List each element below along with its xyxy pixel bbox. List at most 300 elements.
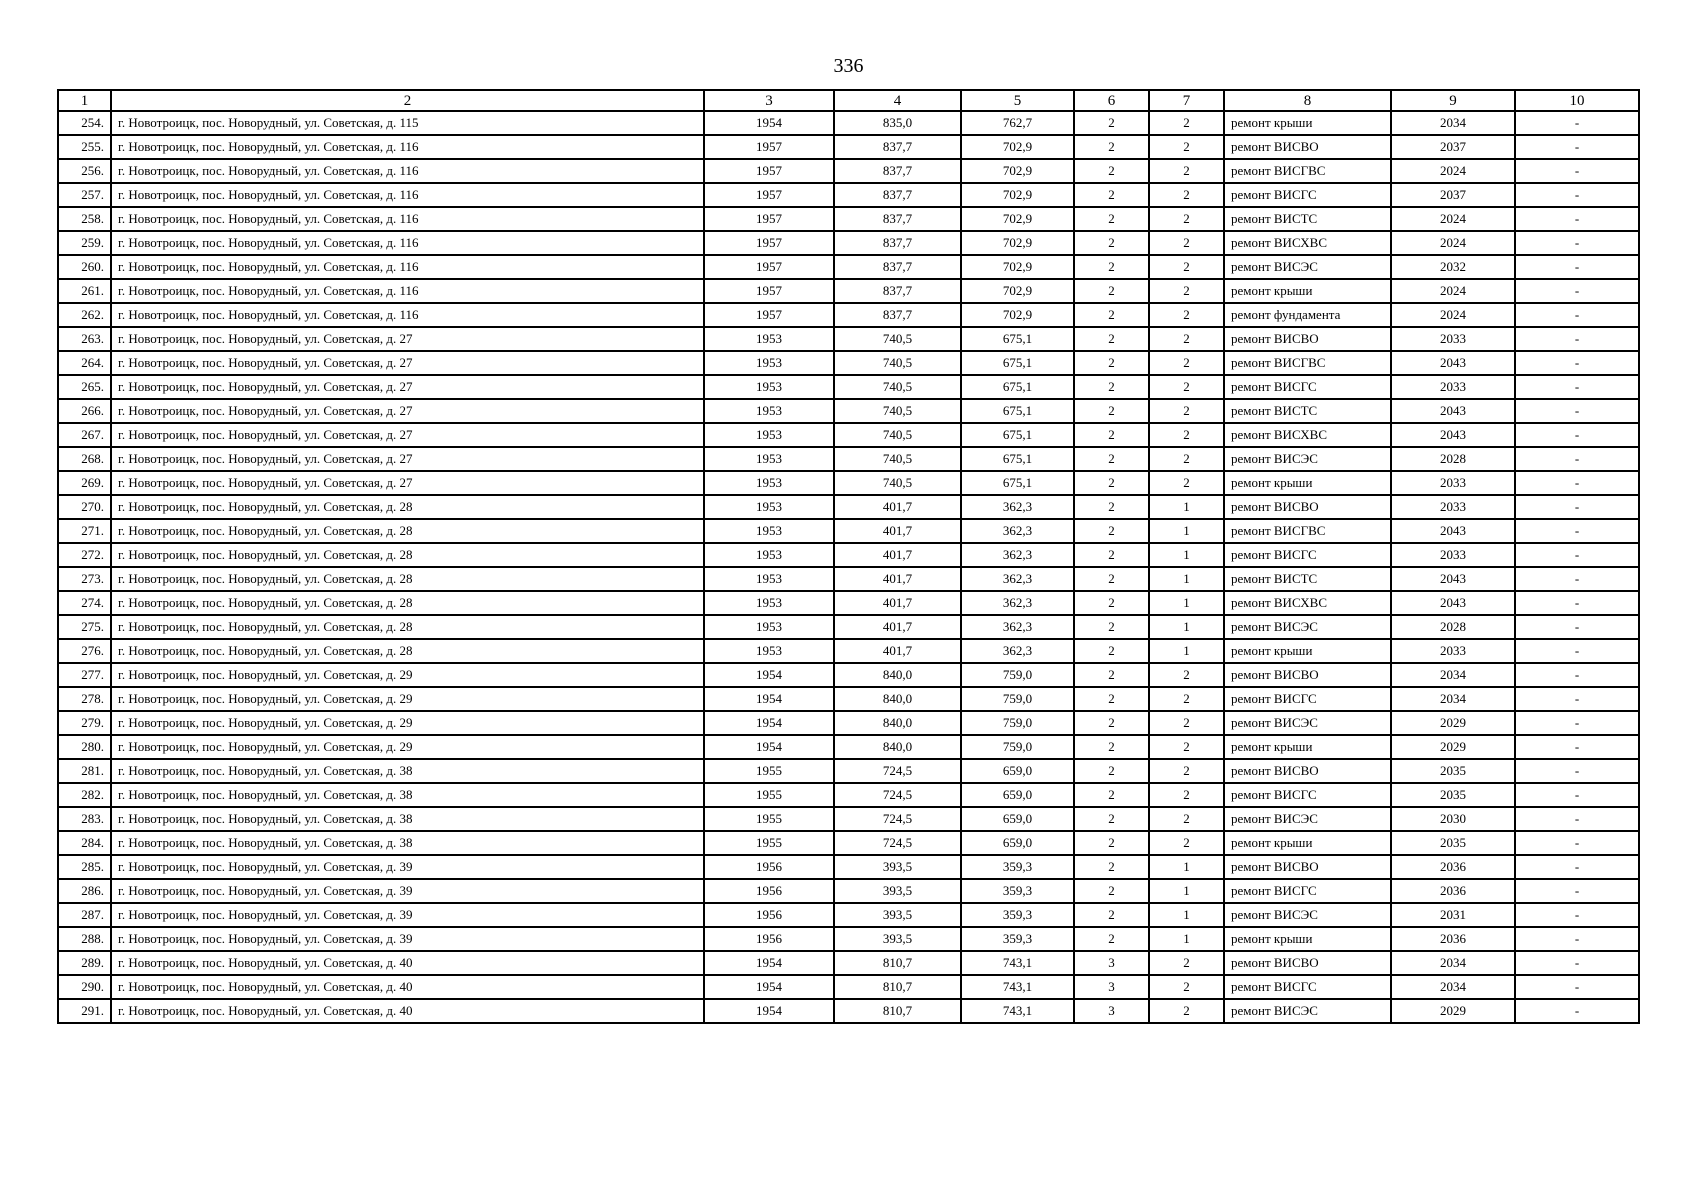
cell-entrances: 2 — [1149, 423, 1224, 447]
cell-planned-year: 2033 — [1391, 471, 1515, 495]
cell-planned-year: 2035 — [1391, 831, 1515, 855]
cell-entrances: 2 — [1149, 231, 1224, 255]
cell-living-area: 743,1 — [961, 999, 1074, 1023]
cell-year-built: 1957 — [704, 207, 834, 231]
table-row — [58, 975, 1639, 999]
cell-living-area: 702,9 — [961, 183, 1074, 207]
cell-year-built: 1953 — [704, 591, 834, 615]
cell-living-area: 359,3 — [961, 855, 1074, 879]
cell-planned-year: 2033 — [1391, 495, 1515, 519]
cell-floors: 2 — [1074, 711, 1149, 735]
cell-entrances: 2 — [1149, 375, 1224, 399]
cell-planned-year: 2043 — [1391, 519, 1515, 543]
cell-planned-year: 2034 — [1391, 111, 1515, 135]
cell-living-area: 362,3 — [961, 615, 1074, 639]
cell-year-built: 1953 — [704, 615, 834, 639]
cell-row-number: 289. — [58, 951, 111, 975]
cell-note: - — [1515, 303, 1639, 327]
cell-living-area: 675,1 — [961, 471, 1074, 495]
cell-note: - — [1515, 399, 1639, 423]
cell-entrances: 2 — [1149, 759, 1224, 783]
cell-row-number: 284. — [58, 831, 111, 855]
cell-row-number: 260. — [58, 255, 111, 279]
cell-address: г. Новотроицк, пос. Новорудный, ул. Советская, д. 28 — [111, 639, 704, 663]
cell-floors: 2 — [1074, 855, 1149, 879]
cell-total-area: 724,5 — [834, 783, 961, 807]
column-header-10: 10 — [1515, 90, 1639, 111]
cell-note: - — [1515, 687, 1639, 711]
cell-row-number: 264. — [58, 351, 111, 375]
cell-entrances: 1 — [1149, 519, 1224, 543]
cell-work-type: ремонт ВИСТС — [1224, 567, 1391, 591]
cell-total-area: 393,5 — [834, 927, 961, 951]
cell-row-number: 287. — [58, 903, 111, 927]
cell-entrances: 2 — [1149, 255, 1224, 279]
cell-living-area: 362,3 — [961, 543, 1074, 567]
cell-entrances: 2 — [1149, 999, 1224, 1023]
cell-note: - — [1515, 567, 1639, 591]
cell-note: - — [1515, 207, 1639, 231]
cell-address: г. Новотроицк, пос. Новорудный, ул. Советская, д. 27 — [111, 327, 704, 351]
table-row — [58, 303, 1639, 327]
cell-entrances: 2 — [1149, 663, 1224, 687]
cell-total-area: 401,7 — [834, 639, 961, 663]
cell-row-number: 265. — [58, 375, 111, 399]
cell-address: г. Новотроицк, пос. Новорудный, ул. Советская, д. 29 — [111, 687, 704, 711]
cell-work-type: ремонт крыши — [1224, 471, 1391, 495]
cell-living-area: 759,0 — [961, 711, 1074, 735]
table-row — [58, 759, 1639, 783]
column-header-8: 8 — [1224, 90, 1391, 111]
cell-total-area: 837,7 — [834, 303, 961, 327]
cell-row-number: 271. — [58, 519, 111, 543]
cell-year-built: 1957 — [704, 183, 834, 207]
cell-note: - — [1515, 711, 1639, 735]
cell-floors: 2 — [1074, 279, 1149, 303]
cell-total-area: 724,5 — [834, 831, 961, 855]
cell-planned-year: 2033 — [1391, 543, 1515, 567]
cell-living-area: 702,9 — [961, 135, 1074, 159]
cell-planned-year: 2024 — [1391, 303, 1515, 327]
cell-planned-year: 2037 — [1391, 135, 1515, 159]
cell-work-type: ремонт ВИСВО — [1224, 495, 1391, 519]
table-row — [58, 927, 1639, 951]
cell-note: - — [1515, 735, 1639, 759]
cell-floors: 2 — [1074, 687, 1149, 711]
cell-living-area: 675,1 — [961, 351, 1074, 375]
cell-entrances: 2 — [1149, 183, 1224, 207]
cell-note: - — [1515, 159, 1639, 183]
cell-address: г. Новотроицк, пос. Новорудный, ул. Советская, д. 29 — [111, 735, 704, 759]
table-row — [58, 495, 1639, 519]
cell-floors: 2 — [1074, 159, 1149, 183]
cell-address: г. Новотроицк, пос. Новорудный, ул. Советская, д. 39 — [111, 855, 704, 879]
table-row — [58, 879, 1639, 903]
table-row — [58, 903, 1639, 927]
cell-address: г. Новотроицк, пос. Новорудный, ул. Советская, д. 27 — [111, 375, 704, 399]
cell-planned-year: 2032 — [1391, 255, 1515, 279]
cell-floors: 3 — [1074, 999, 1149, 1023]
cell-note: - — [1515, 639, 1639, 663]
cell-floors: 2 — [1074, 447, 1149, 471]
cell-entrances: 1 — [1149, 615, 1224, 639]
cell-living-area: 659,0 — [961, 759, 1074, 783]
cell-work-type: ремонт ВИСВО — [1224, 135, 1391, 159]
cell-address: г. Новотроицк, пос. Новорудный, ул. Советская, д. 29 — [111, 711, 704, 735]
cell-total-area: 837,7 — [834, 183, 961, 207]
column-header-7: 7 — [1149, 90, 1224, 111]
cell-total-area: 401,7 — [834, 519, 961, 543]
table-row — [58, 999, 1639, 1023]
cell-entrances: 1 — [1149, 591, 1224, 615]
cell-living-area: 702,9 — [961, 207, 1074, 231]
cell-living-area: 362,3 — [961, 639, 1074, 663]
cell-address: г. Новотроицк, пос. Новорудный, ул. Советская, д. 27 — [111, 447, 704, 471]
table-row — [58, 567, 1639, 591]
cell-planned-year: 2043 — [1391, 423, 1515, 447]
cell-floors: 2 — [1074, 399, 1149, 423]
cell-entrances: 1 — [1149, 567, 1224, 591]
cell-address: г. Новотроицк, пос. Новорудный, ул. Советская, д. 40 — [111, 999, 704, 1023]
cell-living-area: 362,3 — [961, 567, 1074, 591]
cell-floors: 2 — [1074, 735, 1149, 759]
cell-planned-year: 2037 — [1391, 183, 1515, 207]
cell-note: - — [1515, 759, 1639, 783]
cell-year-built: 1953 — [704, 567, 834, 591]
column-header-2: 2 — [111, 90, 704, 111]
cell-row-number: 273. — [58, 567, 111, 591]
cell-living-area: 362,3 — [961, 591, 1074, 615]
cell-entrances: 1 — [1149, 879, 1224, 903]
cell-living-area: 675,1 — [961, 327, 1074, 351]
table-header — [58, 90, 1639, 111]
cell-address: г. Новотроицк, пос. Новорудный, ул. Советская, д. 28 — [111, 615, 704, 639]
cell-total-area: 837,7 — [834, 207, 961, 231]
cell-work-type: ремонт ВИСЭС — [1224, 807, 1391, 831]
cell-year-built: 1953 — [704, 351, 834, 375]
cell-row-number: 270. — [58, 495, 111, 519]
cell-entrances: 2 — [1149, 159, 1224, 183]
cell-floors: 2 — [1074, 183, 1149, 207]
cell-floors: 2 — [1074, 759, 1149, 783]
cell-year-built: 1957 — [704, 231, 834, 255]
cell-total-area: 740,5 — [834, 327, 961, 351]
cell-year-built: 1957 — [704, 135, 834, 159]
cell-note: - — [1515, 447, 1639, 471]
cell-row-number: 256. — [58, 159, 111, 183]
cell-note: - — [1515, 615, 1639, 639]
cell-entrances: 2 — [1149, 831, 1224, 855]
cell-row-number: 278. — [58, 687, 111, 711]
cell-row-number: 257. — [58, 183, 111, 207]
cell-year-built: 1956 — [704, 903, 834, 927]
cell-row-number: 281. — [58, 759, 111, 783]
cell-work-type: ремонт ВИСЭС — [1224, 255, 1391, 279]
table-row — [58, 207, 1639, 231]
cell-year-built: 1956 — [704, 927, 834, 951]
table-row — [58, 855, 1639, 879]
table-row — [58, 399, 1639, 423]
cell-address: г. Новотроицк, пос. Новорудный, ул. Советская, д. 27 — [111, 471, 704, 495]
cell-year-built: 1953 — [704, 375, 834, 399]
cell-planned-year: 2029 — [1391, 999, 1515, 1023]
cell-row-number: 285. — [58, 855, 111, 879]
cell-row-number: 267. — [58, 423, 111, 447]
cell-note: - — [1515, 543, 1639, 567]
cell-planned-year: 2024 — [1391, 207, 1515, 231]
cell-floors: 2 — [1074, 831, 1149, 855]
cell-work-type: ремонт ВИСХВС — [1224, 591, 1391, 615]
cell-row-number: 288. — [58, 927, 111, 951]
table-body — [58, 111, 1639, 1023]
cell-total-area: 740,5 — [834, 447, 961, 471]
cell-work-type: ремонт ВИСВО — [1224, 855, 1391, 879]
cell-work-type: ремонт ВИСВО — [1224, 951, 1391, 975]
cell-total-area: 840,0 — [834, 711, 961, 735]
cell-entrances: 2 — [1149, 135, 1224, 159]
cell-planned-year: 2033 — [1391, 639, 1515, 663]
cell-address: г. Новотроицк, пос. Новорудный, ул. Советская, д. 28 — [111, 591, 704, 615]
cell-work-type: ремонт ВИСЭС — [1224, 711, 1391, 735]
table-row — [58, 807, 1639, 831]
cell-address: г. Новотроицк, пос. Новорудный, ул. Советская, д. 116 — [111, 231, 704, 255]
cell-floors: 2 — [1074, 639, 1149, 663]
cell-planned-year: 2028 — [1391, 447, 1515, 471]
cell-note: - — [1515, 783, 1639, 807]
cell-work-type: ремонт ВИСЭС — [1224, 615, 1391, 639]
table-row — [58, 183, 1639, 207]
cell-living-area: 759,0 — [961, 735, 1074, 759]
cell-note: - — [1515, 663, 1639, 687]
cell-entrances: 2 — [1149, 399, 1224, 423]
cell-planned-year: 2043 — [1391, 591, 1515, 615]
cell-row-number: 262. — [58, 303, 111, 327]
cell-planned-year: 2024 — [1391, 231, 1515, 255]
table-row — [58, 159, 1639, 183]
cell-row-number: 263. — [58, 327, 111, 351]
cell-entrances: 2 — [1149, 735, 1224, 759]
column-header-5: 5 — [961, 90, 1074, 111]
cell-total-area: 837,7 — [834, 255, 961, 279]
table-row — [58, 231, 1639, 255]
cell-row-number: 269. — [58, 471, 111, 495]
cell-note: - — [1515, 351, 1639, 375]
cell-entrances: 2 — [1149, 279, 1224, 303]
cell-total-area: 810,7 — [834, 951, 961, 975]
cell-total-area: 393,5 — [834, 855, 961, 879]
cell-note: - — [1515, 519, 1639, 543]
cell-total-area: 837,7 — [834, 159, 961, 183]
cell-entrances: 2 — [1149, 975, 1224, 999]
cell-work-type: ремонт ВИСГВС — [1224, 519, 1391, 543]
cell-living-area: 702,9 — [961, 303, 1074, 327]
cell-living-area: 359,3 — [961, 927, 1074, 951]
cell-living-area: 743,1 — [961, 975, 1074, 999]
cell-note: - — [1515, 423, 1639, 447]
table-row — [58, 735, 1639, 759]
cell-work-type: ремонт крыши — [1224, 831, 1391, 855]
cell-planned-year: 2034 — [1391, 951, 1515, 975]
cell-year-built: 1957 — [704, 279, 834, 303]
table-row — [58, 423, 1639, 447]
cell-note: - — [1515, 375, 1639, 399]
table-row — [58, 663, 1639, 687]
cell-total-area: 740,5 — [834, 351, 961, 375]
cell-year-built: 1953 — [704, 399, 834, 423]
table-row — [58, 255, 1639, 279]
cell-address: г. Новотроицк, пос. Новорудный, ул. Советская, д. 116 — [111, 303, 704, 327]
cell-total-area: 810,7 — [834, 999, 961, 1023]
cell-address: г. Новотроицк, пос. Новорудный, ул. Советская, д. 116 — [111, 207, 704, 231]
cell-floors: 2 — [1074, 375, 1149, 399]
cell-planned-year: 2035 — [1391, 783, 1515, 807]
cell-year-built: 1953 — [704, 447, 834, 471]
repair-schedule-table — [57, 89, 1640, 1024]
cell-address: г. Новотроицк, пос. Новорудный, ул. Советская, д. 28 — [111, 567, 704, 591]
header-row — [58, 90, 1639, 111]
cell-year-built: 1954 — [704, 999, 834, 1023]
cell-floors: 2 — [1074, 255, 1149, 279]
cell-address: г. Новотроицк, пос. Новорудный, ул. Советская, д. 116 — [111, 183, 704, 207]
cell-year-built: 1955 — [704, 807, 834, 831]
cell-row-number: 280. — [58, 735, 111, 759]
cell-note: - — [1515, 591, 1639, 615]
cell-address: г. Новотроицк, пос. Новорудный, ул. Советская, д. 40 — [111, 975, 704, 999]
cell-year-built: 1956 — [704, 855, 834, 879]
cell-total-area: 837,7 — [834, 279, 961, 303]
cell-planned-year: 2033 — [1391, 375, 1515, 399]
cell-entrances: 2 — [1149, 303, 1224, 327]
cell-row-number: 286. — [58, 879, 111, 903]
column-header-1: 1 — [58, 90, 111, 111]
table-row — [58, 471, 1639, 495]
cell-living-area: 675,1 — [961, 447, 1074, 471]
cell-note: - — [1515, 327, 1639, 351]
table-row — [58, 447, 1639, 471]
cell-living-area: 362,3 — [961, 495, 1074, 519]
cell-year-built: 1957 — [704, 159, 834, 183]
table-row — [58, 135, 1639, 159]
cell-address: г. Новотроицк, пос. Новорудный, ул. Советская, д. 38 — [111, 807, 704, 831]
cell-year-built: 1953 — [704, 471, 834, 495]
cell-floors: 2 — [1074, 591, 1149, 615]
cell-floors: 3 — [1074, 975, 1149, 999]
cell-row-number: 268. — [58, 447, 111, 471]
cell-floors: 2 — [1074, 135, 1149, 159]
cell-year-built: 1953 — [704, 327, 834, 351]
cell-year-built: 1956 — [704, 879, 834, 903]
cell-year-built: 1955 — [704, 831, 834, 855]
cell-year-built: 1954 — [704, 663, 834, 687]
cell-living-area: 675,1 — [961, 423, 1074, 447]
cell-note: - — [1515, 879, 1639, 903]
cell-work-type: ремонт ВИСВО — [1224, 663, 1391, 687]
cell-planned-year: 2030 — [1391, 807, 1515, 831]
cell-planned-year: 2034 — [1391, 687, 1515, 711]
cell-living-area: 359,3 — [961, 879, 1074, 903]
cell-year-built: 1953 — [704, 519, 834, 543]
cell-living-area: 743,1 — [961, 951, 1074, 975]
table-row — [58, 519, 1639, 543]
cell-address: г. Новотроицк, пос. Новорудный, ул. Советская, д. 29 — [111, 663, 704, 687]
table-row — [58, 639, 1639, 663]
cell-note: - — [1515, 999, 1639, 1023]
cell-floors: 2 — [1074, 327, 1149, 351]
cell-address: г. Новотроицк, пос. Новорудный, ул. Советская, д. 28 — [111, 543, 704, 567]
cell-total-area: 393,5 — [834, 879, 961, 903]
cell-work-type: ремонт ВИСГС — [1224, 783, 1391, 807]
cell-entrances: 1 — [1149, 927, 1224, 951]
cell-floors: 3 — [1074, 951, 1149, 975]
cell-living-area: 759,0 — [961, 663, 1074, 687]
cell-floors: 2 — [1074, 615, 1149, 639]
cell-planned-year: 2034 — [1391, 975, 1515, 999]
cell-living-area: 702,9 — [961, 159, 1074, 183]
cell-planned-year: 2031 — [1391, 903, 1515, 927]
cell-address: г. Новотроицк, пос. Новорудный, ул. Советская, д. 27 — [111, 351, 704, 375]
cell-note: - — [1515, 831, 1639, 855]
cell-note: - — [1515, 903, 1639, 927]
cell-planned-year: 2034 — [1391, 663, 1515, 687]
cell-address: г. Новотроицк, пос. Новорудный, ул. Советская, д. 38 — [111, 783, 704, 807]
cell-note: - — [1515, 975, 1639, 999]
cell-year-built: 1954 — [704, 951, 834, 975]
cell-address: г. Новотроицк, пос. Новорудный, ул. Советская, д. 40 — [111, 951, 704, 975]
cell-entrances: 2 — [1149, 351, 1224, 375]
cell-row-number: 261. — [58, 279, 111, 303]
cell-year-built: 1957 — [704, 255, 834, 279]
cell-entrances: 2 — [1149, 687, 1224, 711]
cell-total-area: 401,7 — [834, 495, 961, 519]
column-header-9: 9 — [1391, 90, 1515, 111]
table-row — [58, 111, 1639, 135]
cell-total-area: 401,7 — [834, 615, 961, 639]
cell-work-type: ремонт крыши — [1224, 639, 1391, 663]
cell-total-area: 740,5 — [834, 423, 961, 447]
cell-living-area: 359,3 — [961, 903, 1074, 927]
cell-work-type: ремонт ВИСГС — [1224, 183, 1391, 207]
table-row — [58, 687, 1639, 711]
cell-address: г. Новотроицк, пос. Новорудный, ул. Советская, д. 116 — [111, 159, 704, 183]
cell-address: г. Новотроицк, пос. Новорудный, ул. Советская, д. 39 — [111, 879, 704, 903]
cell-entrances: 2 — [1149, 951, 1224, 975]
cell-floors: 2 — [1074, 543, 1149, 567]
cell-year-built: 1954 — [704, 975, 834, 999]
cell-floors: 2 — [1074, 303, 1149, 327]
cell-row-number: 282. — [58, 783, 111, 807]
cell-row-number: 283. — [58, 807, 111, 831]
cell-work-type: ремонт ВИСГС — [1224, 975, 1391, 999]
table-row — [58, 831, 1639, 855]
cell-year-built: 1954 — [704, 111, 834, 135]
table-row — [58, 327, 1639, 351]
cell-floors: 2 — [1074, 783, 1149, 807]
cell-work-type: ремонт фундамента — [1224, 303, 1391, 327]
cell-planned-year: 2028 — [1391, 615, 1515, 639]
cell-note: - — [1515, 951, 1639, 975]
cell-living-area: 762,7 — [961, 111, 1074, 135]
cell-work-type: ремонт ВИСЭС — [1224, 447, 1391, 471]
cell-row-number: 272. — [58, 543, 111, 567]
table-row — [58, 783, 1639, 807]
cell-note: - — [1515, 111, 1639, 135]
page-number: 336 — [833, 55, 864, 77]
cell-total-area: 840,0 — [834, 663, 961, 687]
cell-work-type: ремонт ВИСВО — [1224, 327, 1391, 351]
cell-total-area: 840,0 — [834, 687, 961, 711]
cell-living-area: 659,0 — [961, 831, 1074, 855]
cell-row-number: 274. — [58, 591, 111, 615]
